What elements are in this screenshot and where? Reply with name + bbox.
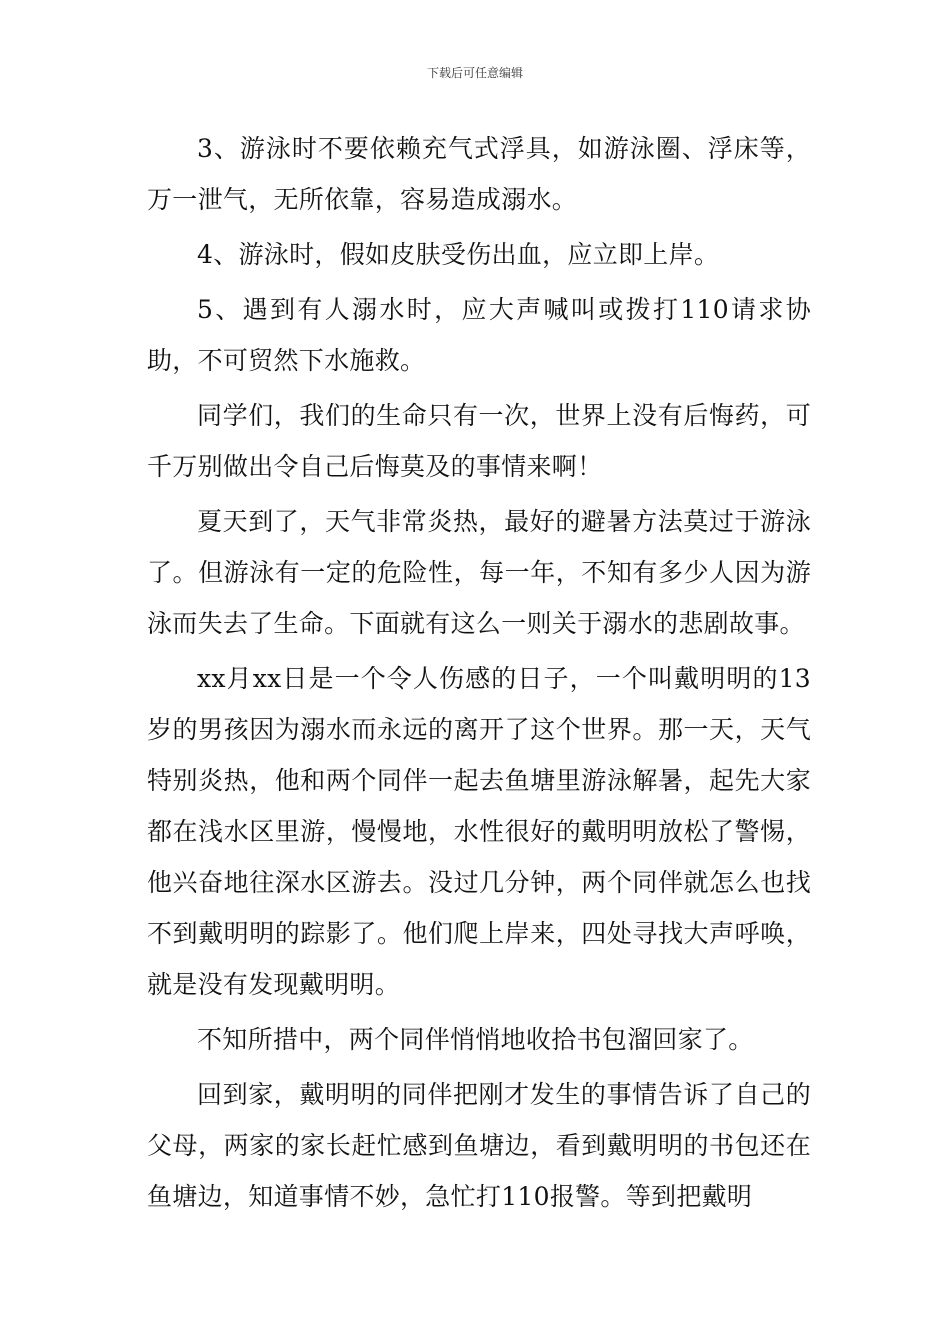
paragraph-intro: 夏天到了，天气非常炎热，最好的避暑方法莫过于游泳了。但游泳有一定的危险性，每一年，不知有多少人因为游泳而失去了生命。下面就有这么一则关于溺水的悲剧故事。 bbox=[147, 507, 811, 638]
paragraph-story-3: 回到家，戴明明的同伴把刚才发生的事情告诉了自己的父母，两家的家长赶忙感到鱼塘边，看到戴明明的书包还在鱼塘边，知道事情不妙，急忙打110报警。等到把戴明 bbox=[147, 1080, 811, 1211]
paragraph-closing: 同学们，我们的生命只有一次，世界上没有后悔药，可千万别做出令自己后悔莫及的事情来啊！ bbox=[147, 401, 811, 481]
paragraph-tip-4: 4、游泳时，假如皮肤受伤出血，应立即上岸。 bbox=[197, 240, 720, 269]
document-body bbox=[147, 123, 811, 1222]
paragraph-tip-3: 3、游泳时不要依赖充气式浮具，如游泳圈、浮床等，万一泄气，无所依靠，容易造成溺水。 bbox=[147, 134, 811, 214]
paragraph-story: xx月xx日是一个令人伤感的日子，一个叫戴明明的13岁的男孩因为溺水而永远的离开了这个世界。那一天，天气特别炎热，他和两个同伴一起去鱼塘里游泳解暑，起先大家都在浅水区里游，慢慢地，水性很好的戴明明放松了警惕，他兴奋地往深水区游去。没过几分钟，两个同伴就怎么也找不到戴明明的踪影了。他们爬上岸来，四处寻找大声呼唤，就是没有发现戴明明。 bbox=[147, 664, 811, 999]
page-header: 下载后可任意编辑 bbox=[426, 66, 523, 80]
paragraph-story-2: 不知所措中，两个同伴悄悄地收拾书包溜回家了。 bbox=[197, 1025, 754, 1054]
paragraph-tip-5: 5、遇到有人溺水时，应大声喊叫或拨打110请求协助，不可贸然下水施救。 bbox=[147, 295, 811, 375]
